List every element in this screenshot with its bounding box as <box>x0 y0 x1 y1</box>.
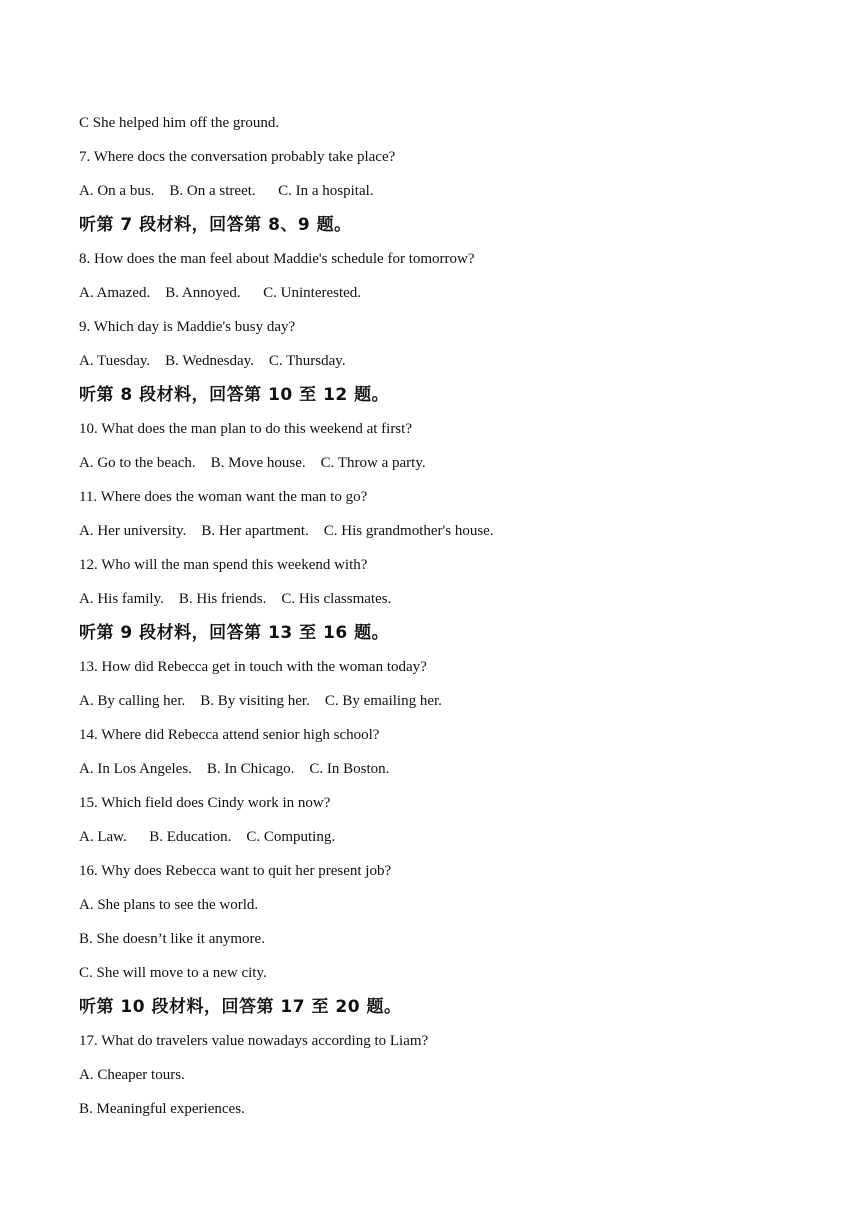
answer-option: A. Cheaper tours. <box>79 1067 185 1083</box>
section-heading: 听第 10 段材料，回答第 17 至 20 题。 <box>79 997 402 1017</box>
answer-option: B. Meaningful experiences. <box>79 1101 245 1117</box>
question: 15. Which field does Cindy work in now? <box>79 795 331 811</box>
question: 10. What does the man plan to do this weekend at first? <box>79 421 412 437</box>
answer-options: A. Amazed. B. Annoyed. C. Uninterested. <box>79 285 362 301</box>
question: 12. Who will the man spend this weekend with? <box>79 557 368 573</box>
answer-options: A. His family. B. His friends. C. His classmates. <box>79 591 392 607</box>
section-heading: 听第 7 段材料，回答第 8、9 题。 <box>79 215 352 235</box>
question: 13. How did Rebecca get in touch with the woman today? <box>79 659 427 675</box>
answer-option: C. She will move to a new city. <box>79 965 267 981</box>
answer-option: A. She plans to see the world. <box>79 897 259 913</box>
answer-options: A. Her university. B. Her apartment. C. His grandmother's house. <box>79 523 494 539</box>
question: 17. What do travelers value nowadays according to Liam? <box>79 1033 429 1049</box>
answer-options: A. Go to the beach. B. Move house. C. Throw a party. <box>79 455 426 471</box>
answer-options: A. In Los Angeles. B. In Chicago. C. In Boston. <box>79 761 390 777</box>
question: 16. Why does Rebecca want to quit her present job? <box>79 863 392 879</box>
answer-option: C She helped him off the ground. <box>79 115 280 131</box>
question: 7. Where docs the conversation probably take place? <box>79 149 396 165</box>
section-heading: 听第 9 段材料，回答第 13 至 16 题。 <box>79 623 390 643</box>
question: 9. Which day is Maddie's busy day? <box>79 319 296 335</box>
section-heading: 听第 8 段材料，回答第 10 至 12 题。 <box>79 385 390 405</box>
document-page <box>79 110 819 1130</box>
question: 11. Where does the woman want the man to go? <box>79 489 368 505</box>
answer-options: A. Law. B. Education. C. Computing. <box>79 829 336 845</box>
answer-option: B. She doesn’t like it anymore. <box>79 931 265 947</box>
question: 14. Where did Rebecca attend senior high school? <box>79 727 380 743</box>
answer-options: A. By calling her. B. By visiting her. C. By emailing her. <box>79 693 442 709</box>
answer-options: A. Tuesday. B. Wednesday. C. Thursday. <box>79 353 346 369</box>
answer-options: A. On a bus. B. On a street. C. In a hospital. <box>79 183 374 199</box>
question: 8. How does the man feel about Maddie's schedule for tomorrow? <box>79 251 475 267</box>
